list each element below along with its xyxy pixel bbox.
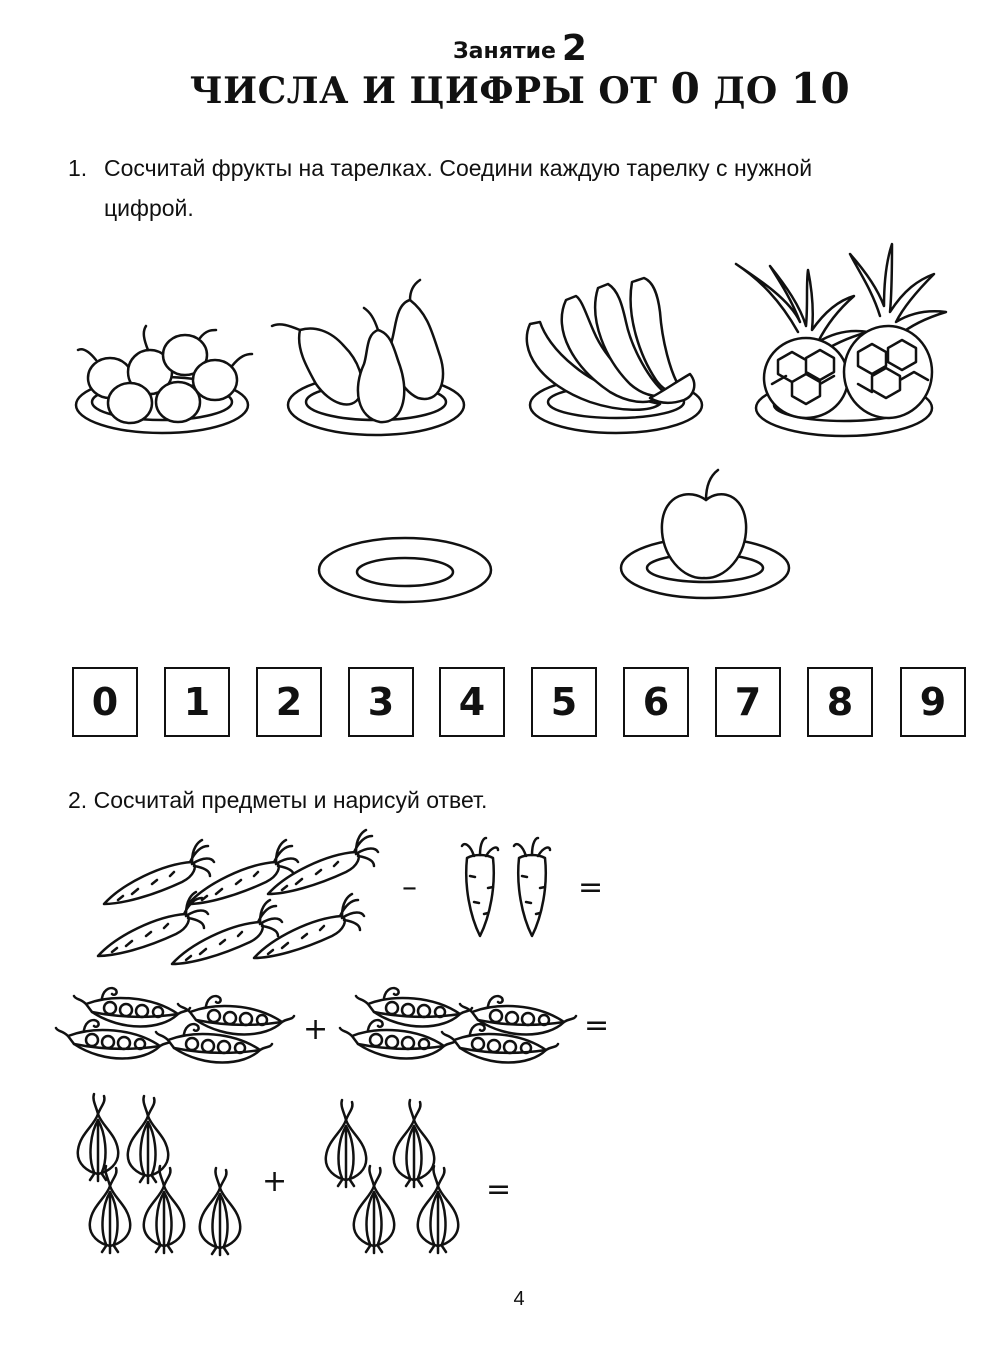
digit-boxes bbox=[72, 667, 972, 739]
onions-plus-sign: + bbox=[262, 1164, 288, 1199]
onions-equals-sign: = bbox=[486, 1172, 512, 1207]
peas-equals-sign: = bbox=[584, 1008, 610, 1043]
apple-plate-icon bbox=[621, 470, 789, 598]
task-2-number: 2. bbox=[68, 787, 88, 813]
lesson-number: 2 bbox=[561, 28, 587, 69]
digit-box-3[interactable]: 3 bbox=[348, 667, 414, 737]
pineapples-plate-icon bbox=[736, 244, 946, 436]
digit-box-5[interactable]: 5 bbox=[531, 667, 597, 737]
digit-box-7[interactable]: 7 bbox=[715, 667, 781, 737]
digit-box-0[interactable]: 0 bbox=[72, 667, 138, 737]
peas-group-right-icon bbox=[340, 988, 576, 1062]
digit-box-8[interactable]: 8 bbox=[807, 667, 873, 737]
title-to: 10 bbox=[790, 64, 851, 113]
digit-box-4[interactable]: 4 bbox=[439, 667, 505, 737]
digit-box-9[interactable]: 9 bbox=[900, 667, 966, 737]
lesson-label: Занятие bbox=[453, 39, 556, 64]
page-number: 4 bbox=[513, 1288, 525, 1310]
title-part1: ЧИСЛА И ЦИФРЫ ОТ bbox=[189, 70, 658, 112]
onions-group-right-icon bbox=[326, 1100, 458, 1253]
digit-box-2[interactable]: 2 bbox=[256, 667, 322, 737]
peas-group-left-icon bbox=[56, 988, 294, 1062]
peas-plus-sign: + bbox=[303, 1012, 329, 1047]
empty-plate-icon bbox=[319, 538, 491, 602]
digit-box-1[interactable]: 1 bbox=[164, 667, 230, 737]
title-from: 0 bbox=[670, 64, 701, 113]
task-1-number: 1. bbox=[68, 155, 88, 181]
carrots-equals-sign: = bbox=[578, 870, 604, 905]
onions-group-left-icon bbox=[78, 1094, 240, 1255]
carrots-minus-sign: – bbox=[402, 870, 417, 905]
digit-box-6[interactable]: 6 bbox=[623, 667, 689, 737]
title-mid: ДО bbox=[713, 70, 778, 112]
pears-plate-icon bbox=[272, 280, 464, 435]
bananas-plate-icon bbox=[527, 278, 702, 433]
plums-plate-icon bbox=[76, 326, 252, 433]
task-2-instructions bbox=[68, 780, 487, 820]
task-2-text: Сосчитай предметы и нарисуй ответ. bbox=[93, 787, 488, 813]
carrots-group-icon bbox=[98, 830, 378, 964]
task-1-text-1: Сосчитай фрукты на тарелках. Соедини каждую тарелку с нужной bbox=[104, 155, 813, 181]
task-1-text-2: цифрой. bbox=[104, 195, 194, 221]
carrots-subtract-icon bbox=[462, 838, 550, 936]
